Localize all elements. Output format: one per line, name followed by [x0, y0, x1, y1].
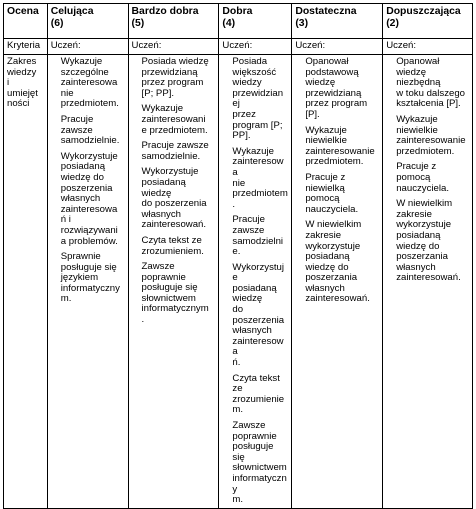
criterion-line: samodzielnie. [232, 235, 284, 258]
criterion-line: podstawową [305, 66, 359, 78]
criterion-line: wiedzę do [60, 171, 104, 183]
criterion-line: własnych [60, 193, 101, 205]
criterion-item [142, 262, 216, 326]
criterion-item [305, 173, 379, 215]
criterion-item [396, 199, 469, 284]
criterion-line: własnych [305, 282, 345, 294]
criterion-line: zawsze [232, 224, 265, 236]
criterion-line: zainteresowa [60, 77, 118, 89]
criterion-line: Wykorzystuje [232, 261, 285, 284]
criterion-line: nie [60, 87, 74, 99]
criterion-item [305, 220, 379, 305]
criterion-line: niezbędną [396, 77, 441, 89]
criterion-line: pomocą [305, 193, 340, 205]
criterion-line: zawsze [60, 124, 93, 136]
header-name: Dopuszczająca [386, 6, 461, 17]
criterion-line: zrozumieniem. [141, 245, 204, 257]
criterion-line: zainteresowań. [305, 293, 370, 305]
criterion-line: zainteresowań. [396, 272, 461, 284]
criterion-item [142, 167, 216, 231]
criterion-line: [P; PP]. [141, 87, 175, 99]
criterion-line: posługuje się [141, 282, 198, 294]
criteria-celujaca [47, 55, 128, 509]
criterion-line: przewidzianą [141, 66, 198, 78]
criterion-item [142, 236, 216, 257]
header-dopuszczajaca [383, 4, 473, 39]
header-ocena [4, 4, 48, 39]
criteria-dopuszczajaca [383, 55, 473, 509]
criterion-line: [P]. [305, 108, 320, 120]
criterion-line: zainteresowanie [396, 135, 466, 147]
criterion-line: zakresie [396, 208, 432, 220]
criterion-line: posiadaną [141, 176, 186, 188]
criterion-line: wiedzę [396, 66, 427, 78]
criterion-item [61, 252, 125, 305]
header-grade-number: (6) [50, 17, 64, 29]
criterion-line: przedmiotem. [396, 145, 455, 157]
criterion-line: wiedzę [305, 77, 336, 89]
criterion-line: Pracuje z [396, 161, 437, 173]
criterion-line: rozwiązywani [60, 224, 118, 236]
criterion-line: informatyczny [60, 282, 120, 294]
criterion-line: informatyczny [232, 472, 287, 495]
criterion-line: własnych [232, 325, 272, 337]
header-grade-number: (5) [131, 17, 145, 29]
criterion-line: poszerzenia [232, 314, 285, 326]
uczen-label: Uczeń: [47, 39, 128, 55]
criterion-line: samodzielnie. [60, 135, 120, 147]
header-name: Ocena [7, 6, 39, 17]
criterion-line: Wykazuje [396, 113, 438, 125]
criterion-item [232, 421, 288, 506]
criterion-line: zakresie [305, 229, 342, 241]
zakres-label-line: Zakres [7, 56, 37, 67]
criterion-line: własnych [396, 261, 436, 273]
criterion-line: zainteresowań. [141, 219, 207, 231]
criterion-line: zainteresowanie [305, 145, 375, 157]
criterion-line: W niewielkim [396, 198, 453, 210]
criterion-line: słownictwem [232, 462, 287, 474]
criterion-item [232, 215, 288, 257]
header-bardzo-dobra [128, 4, 219, 39]
criterion-line: wiedzę do [305, 261, 349, 273]
header-grade-number: (2) [386, 17, 399, 29]
criterion-line: Zawsze [232, 420, 266, 431]
header-name: Celująca [50, 6, 94, 17]
criterion-line: zainteresowa [60, 203, 118, 215]
criterion-line: ze [232, 383, 243, 395]
uczen-label: Uczeń: [219, 39, 292, 55]
criterion-line: posiadaną [60, 161, 106, 173]
criterion-line: przedmiotem. [60, 98, 119, 110]
criterion-line: Opanował [396, 56, 440, 67]
criterion-line: Wykorzystuje [141, 166, 199, 178]
criterion-line: wykorzystuje [396, 219, 452, 231]
criterion-line: niewielkie [396, 124, 438, 136]
criterion-line: własnych [141, 208, 181, 220]
criterion-item [61, 115, 125, 147]
criterion-line: nie [232, 177, 246, 189]
criterion-line: zainteresowani [141, 113, 206, 125]
criterion-line: do poszerzenia [141, 198, 207, 210]
uczen-label: Uczeń: [383, 39, 473, 55]
criterion-item [396, 162, 469, 194]
criterion-line: e przedmiotem. [141, 124, 208, 136]
criterion-item [305, 126, 379, 168]
criterion-item [142, 57, 216, 99]
criterion-line: Posiada wiedzę [141, 56, 209, 67]
criterion-line: Czyta tekst [232, 372, 280, 384]
criterion-line: posługuje się [60, 261, 117, 273]
criterion-line: Wykorzystuje [60, 150, 118, 162]
criterion-line: ń i [60, 214, 71, 226]
criterion-item [61, 57, 125, 110]
criterion-line: w toku dalszego [396, 87, 465, 99]
criterion-line: posiadaną [305, 251, 350, 263]
criterion-line: niewielkie [305, 135, 347, 147]
criterion-line: poprawnie [141, 271, 186, 283]
criterion-line: wiedzę [141, 187, 172, 199]
criterion-item [232, 147, 288, 211]
header-name: Bardzo dobra [131, 6, 199, 17]
criterion-line: wiedzy [232, 77, 262, 89]
uczen-label: Uczeń: [128, 39, 219, 55]
criterion-line: zrozumienie [232, 393, 285, 405]
criterion-line: W niewielkim [305, 219, 362, 231]
criterion-line: Pracuje [60, 113, 94, 125]
criterion-item [61, 152, 125, 247]
criterion-line: wiedzę do [396, 240, 440, 252]
header-grade-number: (4) [222, 17, 236, 29]
header-dostateczna [292, 4, 383, 39]
criterion-line: poszerzenia [60, 182, 113, 194]
criterion-line: zainteresowa [232, 335, 284, 358]
criterion-line: poszerzania [396, 251, 448, 263]
criteria-bardzo-dobra [128, 55, 219, 509]
criterion-line: nauczyciela. [305, 203, 359, 215]
criterion-line: wiedzę [232, 293, 263, 305]
criterion-line: przez program [305, 98, 368, 110]
criterion-line: słownictwem [141, 292, 196, 304]
zakres-label-line: ności [7, 98, 30, 110]
criterion-line: niewielką [305, 182, 345, 194]
criterion-line: przez program [141, 77, 204, 89]
criterion-line: posiadaną [232, 282, 277, 294]
criterion-line: przedmiotem. [305, 156, 364, 168]
criterion-line: Posiada [232, 56, 268, 67]
criterion-line: Zawsze [141, 261, 175, 273]
criterion-line: Sprawnie [60, 251, 101, 263]
criterion-line: program [P; [232, 119, 283, 131]
header-celujaca [47, 4, 128, 39]
criterion-item [142, 104, 216, 136]
criterion-item [232, 57, 288, 142]
criterion-line: poszerzania [305, 272, 358, 284]
zakres-label [4, 55, 48, 509]
criterion-line: Wykazuje [141, 103, 184, 115]
criterion-line: PP]. [232, 130, 251, 142]
criterion-line: posiadaną [396, 229, 441, 241]
criterion-line: . [141, 314, 145, 326]
criterion-line: pomocą [396, 171, 431, 183]
criterion-line: większość [232, 66, 277, 78]
criterion-line: informatycznym [141, 303, 209, 315]
criterion-item [232, 263, 288, 369]
kryteria-row [4, 39, 473, 55]
criterion-line: zainteresowa [232, 156, 284, 178]
criterion-line: samodzielnie. [141, 150, 201, 162]
uczen-label: Uczeń: [292, 39, 383, 55]
criterion-line: Wykazuje [232, 145, 274, 157]
header-name: Dostateczna [295, 6, 357, 17]
criterion-line: a problemów. [60, 235, 118, 247]
criterion-item [396, 57, 469, 110]
criterion-item [232, 374, 288, 416]
criterion-line: Pracuje zawsze [141, 140, 209, 152]
criterion-line: przez [232, 108, 256, 120]
criterion-line: poprawnie [232, 430, 277, 442]
header-grade-number: (3) [295, 17, 309, 29]
criterion-line: Pracuje z [305, 171, 346, 183]
criterion-line: kształcenia [P]. [396, 98, 461, 110]
criterion-line: przedmiotem. [232, 188, 288, 210]
criterion-line: m. [232, 404, 244, 416]
criterion-line: m. [232, 494, 244, 506]
criterion-line: nauczyciela. [396, 182, 449, 194]
criterion-line: przewidzianej [232, 87, 284, 110]
criterion-line: m. [60, 293, 72, 305]
criterion-line: posługuje się [232, 441, 274, 463]
criterion-line: językiem [60, 272, 99, 284]
criterion-line: Wykazuje [305, 124, 347, 136]
kryteria-label: Kryteria [4, 39, 48, 55]
criterion-line: Pracuje [232, 214, 265, 226]
criterion-line: wykorzystuje [305, 240, 361, 252]
zakres-label-line: wiedzy [7, 66, 37, 78]
zakres-row [4, 55, 473, 509]
criterion-line: ń. [232, 357, 241, 369]
criteria-dobra [219, 55, 292, 509]
criterion-item [305, 57, 379, 121]
criterion-item [396, 115, 469, 157]
criterion-line: Wykazuje [60, 56, 103, 67]
zakres-label-line: umiejęt [7, 87, 38, 99]
header-row [4, 4, 473, 39]
criterion-line: Opanował [305, 56, 349, 67]
criteria-dostateczna [292, 55, 383, 509]
criterion-line: szczególne [60, 66, 109, 78]
criterion-line: do [232, 304, 244, 316]
header-dobra [219, 4, 292, 39]
criterion-line: przewidzianą [305, 87, 362, 99]
criterion-item [142, 141, 216, 162]
grading-criteria-table [3, 3, 473, 509]
header-name: Dobra [222, 6, 253, 17]
zakres-label-line: i [7, 77, 10, 89]
criterion-line: Czyta tekst ze [141, 234, 202, 246]
